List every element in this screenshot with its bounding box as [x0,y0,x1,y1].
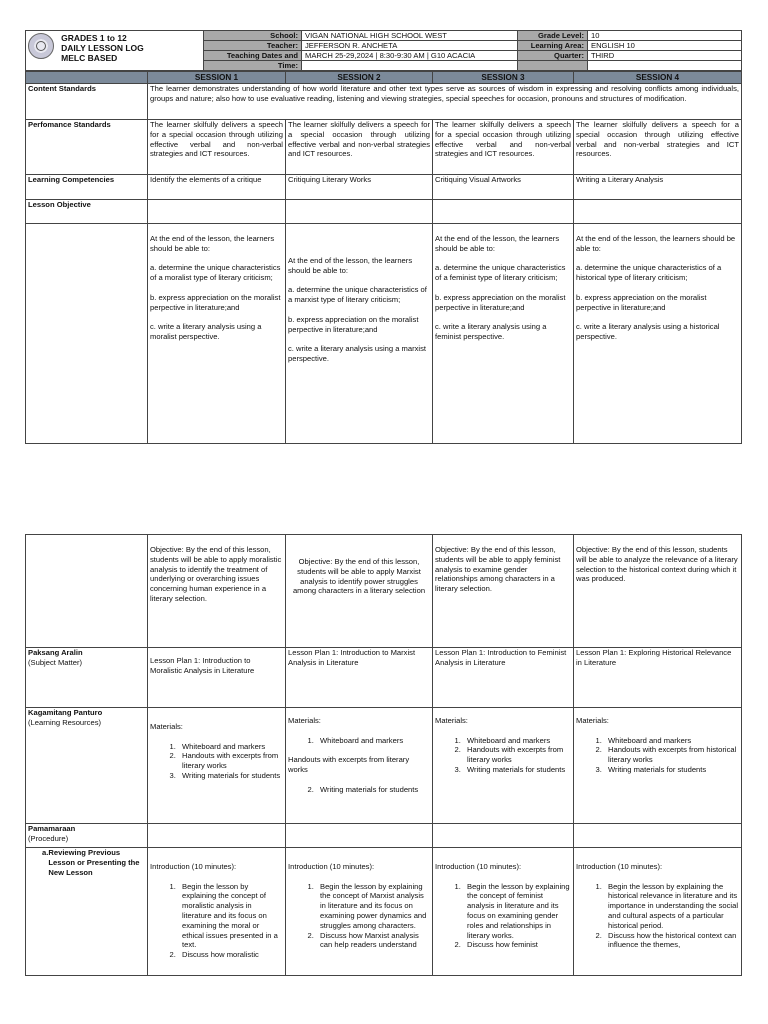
lesson-objective-s3: At the end of the lesson, the learners should be able to: a. determine the unique characteristics of a feminist type of literary criticism; b. express appreciation on the moralist perpective in literature;and c. write a literary analysis using a feminist perspective. [433,224,574,444]
lesson-table-2 [25,534,742,976]
session-3-header: SESSION 3 [433,72,574,84]
header-logo-block [26,31,204,71]
learning-competencies-label: Learning Competencies [26,175,148,200]
resources-s4: Materials: 1. Whiteboard and markers 2. Handouts with excerpts from historical literary works 3. Writing materials for students [574,708,742,824]
lesson-objective-s2: At the end of the lesson, the learners should be able to: a. determine the unique characteristics of a marxist type of literary criticism; b. express appreciation on the moralist perpective in literature;and c. write a literary analysis using a marxist perspective. [286,224,433,444]
lesson-log-page-2 [25,534,741,976]
session-2-header: SESSION 2 [286,72,433,84]
content-standards-text: The learner demonstrates understanding of how world literature and other text types serve as sources of wisdom in expressing and resolving conflicts among individuals, groups and nature; also how to use evaluative reading, listening and viewing strategies, special speeches for occasion, pronouns and structures of modification. [148,84,742,120]
subject-matter-s2: Lesson Plan 1: Introduction to Marxist Analysis in Literature [286,648,433,708]
learning-resources-label: Kagamitang Panturo (Learning Resources) [26,708,148,824]
learning-area-label: Learning Area: [518,41,588,51]
content-standards-label: Content Standards [26,84,148,120]
learning-competencies-s3: Critiquing Visual Artworks [433,175,574,200]
teacher-label: Teacher: [204,41,302,51]
procedure-s4: Introduction (10 minutes): 1. Begin the lesson by explaining the historical relevance in literature and its importance in understanding the social and cultural aspects of a particular historical period. 2. Discuss how the historical context can influence the themes, [574,848,742,976]
lesson-objective-s1: At the end of the lesson, the learners should be able to: a. determine the unique characteristics of a moralist type of literary criticism; b. express appreciation on the moralist perpective in literature;and c. write a literary analysis using a moralist perspective. [148,224,286,444]
learning-competencies-s2: Critiquing Literary Works [286,175,433,200]
header-table [25,30,742,71]
school-value: VIGAN NATIONAL HIGH SCHOOL WEST [302,31,518,41]
objective-s3: Objective: By the end of this lesson, students will be able to apply feminist analysis to examine gender relationships among characters in a literary selection. [433,535,574,648]
learning-competencies-s1: Identify the elements of a critique [148,175,286,200]
performance-standards-s2: The learner skilfully delivers a speech for a special occasion through utilizing effective verbal and non-verbal strategies and ICT resources. [286,120,433,175]
objective-s2: Objective: By the end of this lesson, students will be able to apply Marxist analysis to identify power struggles among characters in a literary selection [286,535,433,648]
performance-standards-s4: The learner skilfully delivers a speech for a special occasion through utilizing effective verbal and non-verbal strategies and ICT resources. [574,120,742,175]
resources-s2: Materials: 1. Whiteboard and markers Handouts with excerpts from literary works 2. Writing materials for students [286,708,433,824]
session-4-header: SESSION 4 [574,72,742,84]
lesson-objective-label: Lesson Objective [26,200,148,224]
learning-area-value: ENGLISH 10 [588,41,742,51]
performance-standards-s3: The learner skilfully delivers a speech for a special occasion through utilizing effective verbal and non-verbal strategies and ICT resources. [433,120,574,175]
subject-matter-label: Paksang Aralin (Subject Matter) [26,648,148,708]
subject-matter-s4: Lesson Plan 1: Exploring Historical Relevance in Literature [574,648,742,708]
lesson-log-page-1 [25,30,741,444]
quarter-value: THIRD [588,51,742,61]
time-label: Time: [204,61,302,71]
deped-seal-icon [28,33,54,59]
grade-level-label: Grade Level: [518,31,588,41]
subject-matter-s3: Lesson Plan 1: Introduction to Feminist Analysis in Literature [433,648,574,708]
procedure-s2: Introduction (10 minutes): 1. Begin the lesson by explaining the concept of Marxist analysis in literature and its focus on examining power dynamics and struggles among characters. 2. Discuss how Marxist analysis can help readers understand [286,848,433,976]
performance-standards-s1: The learner skilfully delivers a speech for a special occasion through utilizing effective verbal and non-verbal strategies and ICT resources. [148,120,286,175]
dll-title: DAILY LESSON LOG [61,43,144,53]
lesson-table-1 [25,71,742,444]
school-label: School: [204,31,302,41]
procedure-s1: Introduction (10 minutes): 1. Begin the lesson by explaining the concept of moralistic analysis in literature and its focus on examining the moral or ethical issues presented in a text. 2. Discuss how moralistic [148,848,286,976]
lesson-objective-s4: At the end of the lesson, the learners should be able to: a. determine the unique characteristics of a historical type of literary criticism; b. express appreciation on the moralist perpective in literature;and c. write a literary analysis using a historical perspective. [574,224,742,444]
teacher-value: JEFFERSON R. ANCHETA [302,41,518,51]
resources-s3: Materials: 1. Whiteboard and markers 2. Handouts with excerpts from literary works 3. Writing materials for students [433,708,574,824]
learning-competencies-s4: Writing a Literary Analysis [574,175,742,200]
performance-standards-label: Perfomance Standards [26,120,148,175]
grades-title: GRADES 1 to 12 [61,33,127,43]
resources-s1: Materials: 1. Whiteboard and markers 2. Handouts with excerpts from literary works 3. Writing materials for students [148,708,286,824]
objective-s4: Objective: By the end of this lesson, students will be able to analyze the relevance of a literary selection to the historical context during which it was produced. [574,535,742,648]
procedure-label: Pamamaraan (Procedure) [26,824,148,848]
procedure-a-label: a. Reviewing Previous Lesson or Presenting the New Lesson [26,848,148,976]
teaching-dates-value: MARCH 25-29,2024 | 8:30-9:30 AM | G10 ACACIA [302,51,518,61]
session-1-header: SESSION 1 [148,72,286,84]
teaching-dates-label: Teaching Dates and [204,51,302,61]
melc-title: MELC BASED [61,53,118,63]
grade-level-value: 10 [588,31,742,41]
procedure-s3: Introduction (10 minutes): 1. Begin the lesson by explaining the concept of feminist analysis in literature and its focus on examining gender roles and relationships in literary works. 2. Discuss how feminist [433,848,574,976]
objective-s1: Objective: By the end of this lesson, students will be able to apply moralistic analysis to identify the treatment of underlying or overarching issues concerning human experience in a literary selection. [148,535,286,648]
quarter-label: Quarter: [518,51,588,61]
subject-matter-s1: Lesson Plan 1: Introduction to Moralistic Analysis in Literature [148,648,286,708]
